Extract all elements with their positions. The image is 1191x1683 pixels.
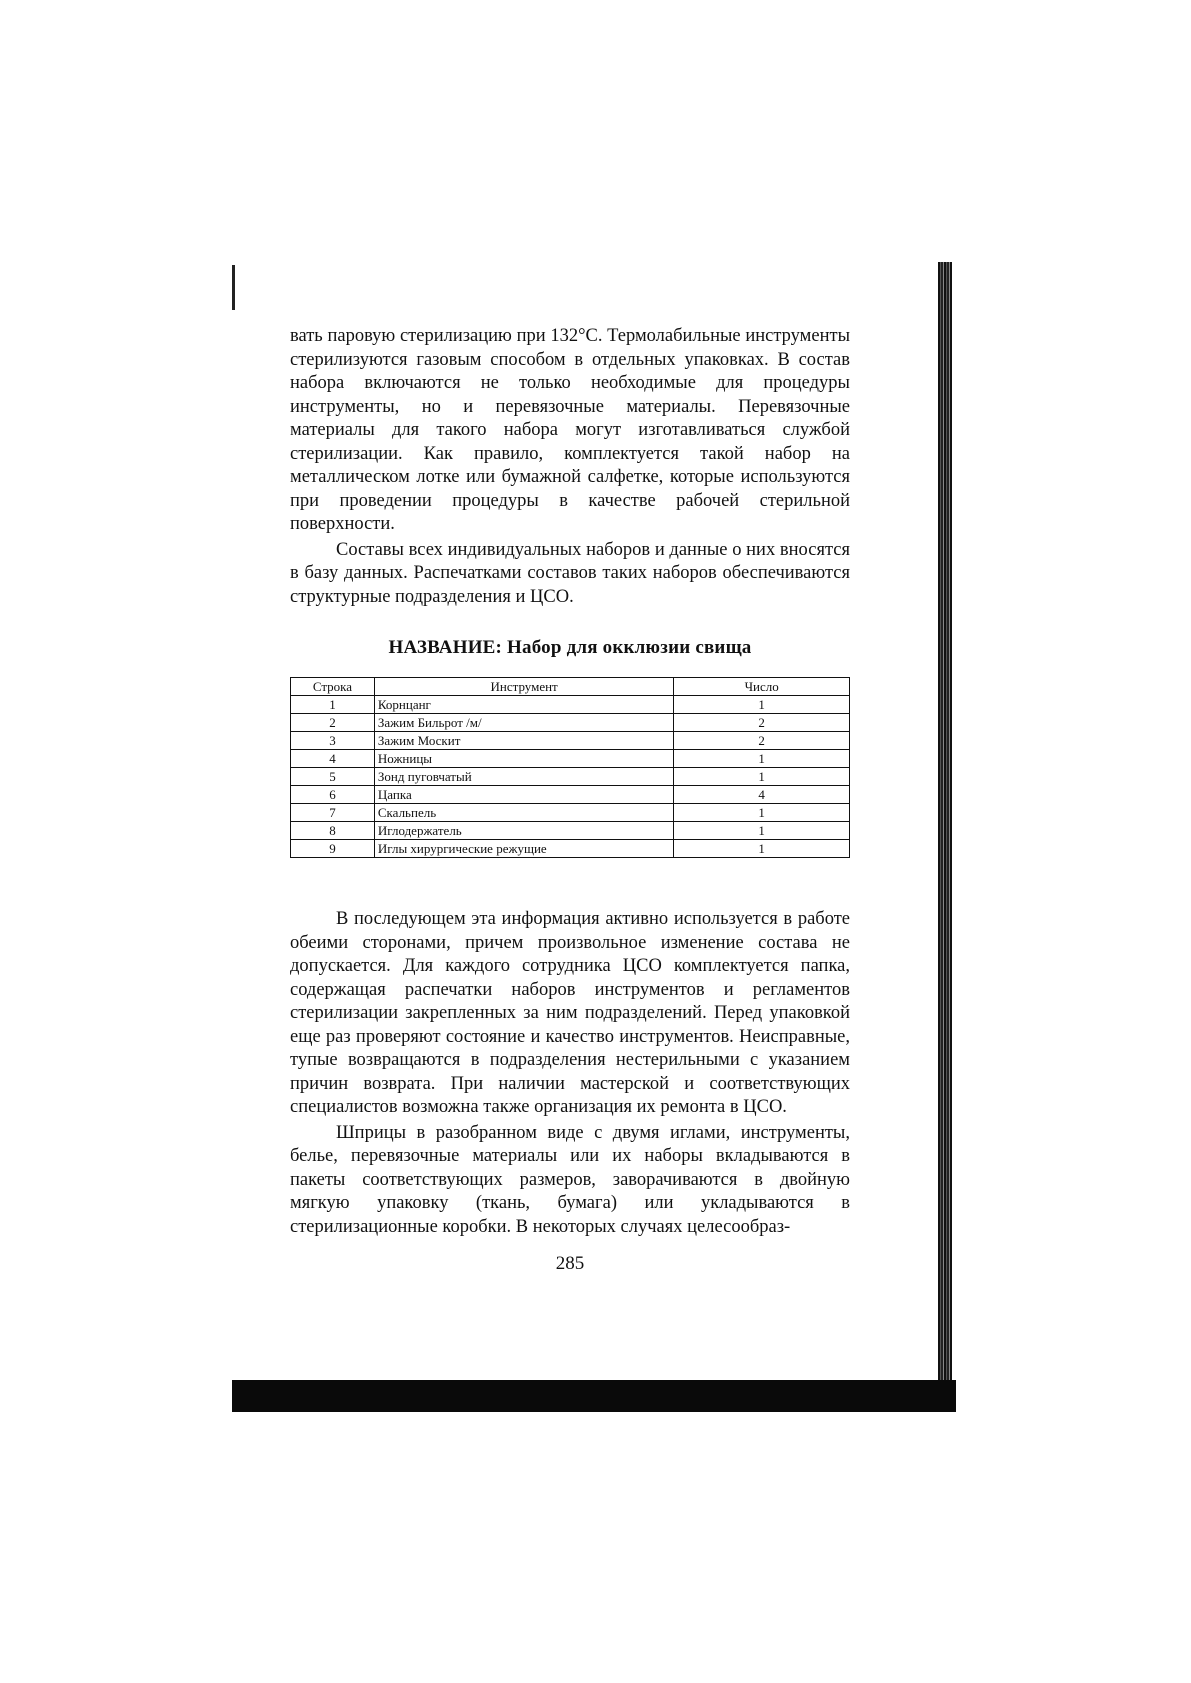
table-header-row [291,678,850,696]
instrument-quantity: 2 [674,732,850,750]
instrument-quantity: 1 [674,768,850,786]
header-quantity: Число [674,678,850,696]
row-number: 7 [291,804,375,822]
page-number: 285 [555,1253,585,1274]
table-row [291,786,850,804]
table-row [291,714,850,732]
instrument-name: Зажим Бильрот /м/ [374,714,673,732]
table-row [291,750,850,768]
paragraph-2: Составы всех индивидуальных наборов и данные о них вносятся в базу данных. Распечатками составов таких наборов обеспечиваются структурные подразделения и ЦСО. [290,539,850,607]
header-row-number: Строка [291,678,375,696]
instrument-quantity: 1 [674,696,850,714]
paragraph-1: вать паровую стерилизацию при 132°С. Термолабильные инструменты стерилизуются газовым способом в отдельных упаковках. В состав набора включаются не только необходимые для процедуры инструменты, но и перевязочные материалы. Перевязочные материалы для такого набора могут изготавливаться службой стерилизации. Как правило, комплектуется такой набор на металлическом лотке или бумажной салфетке, которые используются при проведении процедуры в качестве рабочей стерильной поверхности. [290,326,850,534]
paragraph-3: В последующем эта информация активно используется в работе обеими сторонами, причем произвольное изменение состава не допускается. Для каждого сотрудника ЦСО комплектуется папка, содержащая распечатки наборов инструментов и регламентов стерилизации закрепленных за ним подразделений. Перед упаковкой еще раз проверяют состояние и качество инструментов. Неисправные, тупые возвращаются в подразделения нестерильными с указанием причин возврата. При наличии мастерской и соответствующих специалистов возможна также организация их ремонта в ЦСО. [290,909,850,1117]
instrument-table [290,677,850,858]
row-number: 6 [291,786,375,804]
row-number: 1 [291,696,375,714]
instrument-name: Иглодержатель [374,822,673,840]
table-row [291,804,850,822]
row-number: 2 [291,714,375,732]
instrument-quantity: 4 [674,786,850,804]
table-row [291,696,850,714]
instrument-name: Зажим Москит [374,732,673,750]
instrument-name: Цапка [374,786,673,804]
instrument-name: Зонд пуговчатый [374,768,673,786]
instrument-name: Корнцанг [374,696,673,714]
row-number: 9 [291,840,375,858]
row-number: 3 [291,732,375,750]
instrument-quantity: 1 [674,840,850,858]
instrument-quantity: 2 [674,714,850,732]
book-page [290,325,850,1275]
instrument-name: Ножницы [374,750,673,768]
row-number: 5 [291,768,375,786]
table-row [291,840,850,858]
table-row [291,732,850,750]
instrument-name: Иглы хирургические режущие [374,840,673,858]
table-row [291,768,850,786]
instrument-name: Скальпель [374,804,673,822]
table-row [291,822,850,840]
row-number: 4 [291,750,375,768]
scan-artifact-bottom-bar [232,1380,956,1412]
paragraph-4: Шприцы в разобранном виде с двумя иглами, инструменты, белье, перевязочные материалы или их наборы вкладываются в пакеты соответствующих размеров, заворачиваются в двойную мягкую упаковку (ткань, бумага) или укладываются в стерилизационные коробки. В некоторых случаях целесообраз- [290,1122,850,1237]
table-title: НАЗВАНИЕ: Набор для окклюзии свища [388,637,752,658]
instrument-quantity: 1 [674,750,850,768]
row-number: 8 [291,822,375,840]
header-instrument: Инструмент [374,678,673,696]
instrument-quantity: 1 [674,822,850,840]
scan-artifact-right-edge [938,262,952,1412]
scan-artifact-left [232,265,235,310]
instrument-quantity: 1 [674,804,850,822]
